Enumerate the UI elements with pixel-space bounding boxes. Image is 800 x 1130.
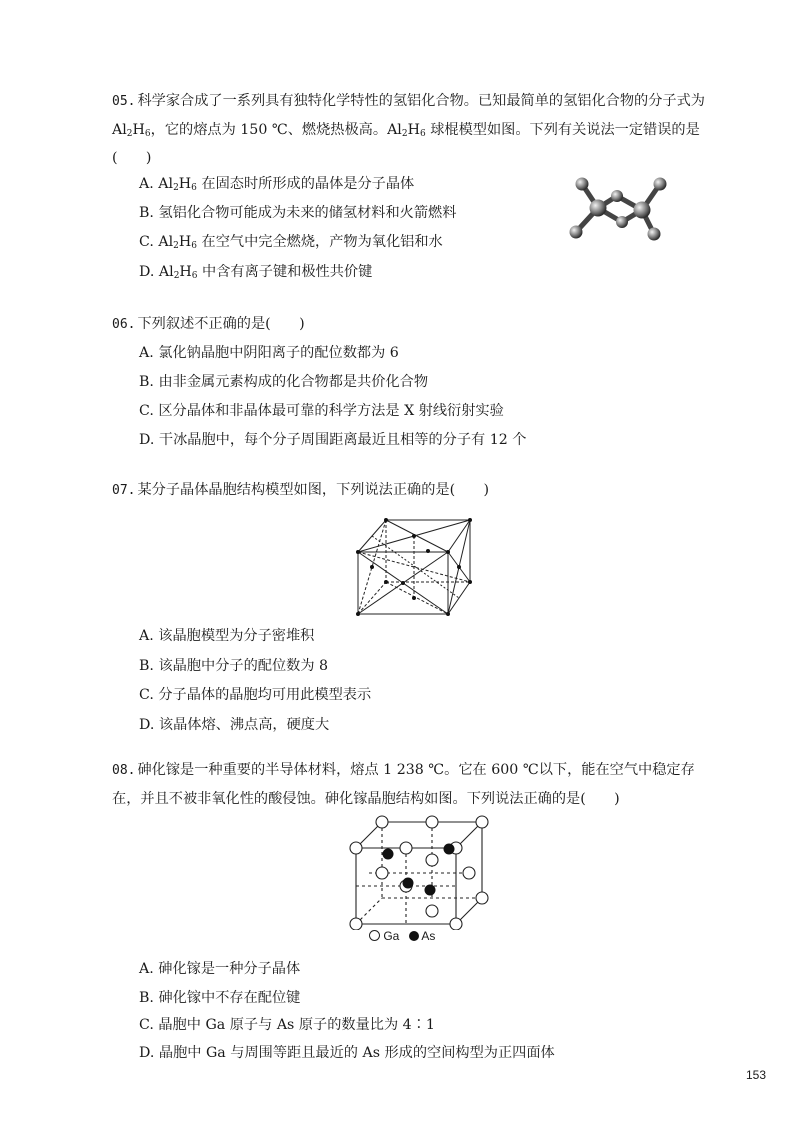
q08-number: 08. [112,763,136,778]
atoms [570,178,667,241]
q06-option-c: C. 区分晶体和非晶体最可靠的科学方法是 X 射线衍射实验 [139,403,504,419]
as-legend-icon [409,931,419,941]
q06-stem: 06. 下列叙述不正确的是( ) [112,316,305,332]
q05-stem: 05. 科学家合成了一系列具有独特化学特性的氢铝化合物。已知最简单的氢铝化合物的分子式为 $Al_2H_6$，它的熔点为 150 ℃、燃烧热极高。$Al_2H_6$ 球棍模型如图。下列有关说法一定错误的是( ) [112,93,705,166]
formula: $Al_2H_6$ [112,122,151,139]
q08-option-a: A. 砷化镓是一种分子晶体 [139,961,301,977]
q05-number: 05. [112,94,136,109]
q05-option-d: D. $Al_2H_6$ 中含有离子键和极性共价键 [139,264,373,281]
al2h6-ball-stick-model [562,170,682,250]
gaas-crystal-cell-diagram [346,814,490,930]
q08-stem: 08. 砷化镓是一种重要的半导体材料，熔点 1 238 ℃。它在 600 ℃以下，能在空气中稳定存在，并且不被非氧化性的酸侵蚀。砷化镓晶胞结构如图。下列说法正确的是( ) [112,762,695,807]
q07-option-c: C. 分子晶体的晶胞均可用此模型表示 [139,687,372,703]
q08-figure-legend: Ga As [369,929,435,943]
q05-option-c: C. $Al_2H_6$ 在空气中完全燃烧，产物为氧化铝和水 [139,234,443,251]
page-number: 153 [745,1068,766,1082]
q07-option-a: A. 该晶胞模型为分子密堆积 [139,628,315,644]
q06-option-b: B. 由非金属元素构成的化合物都是共价化合物 [139,374,429,390]
q06-option-a: A. 氯化钠晶胞中阴阳离子的配位数都为 6 [139,345,399,361]
q07-option-d: D. 该晶体熔、沸点高，硬度大 [139,717,330,733]
q08-option-b: B. 砷化镓中不存在配位键 [139,990,301,1006]
q06-option-d: D. 干冰晶胞中，每个分子周围距离最近且相等的分子有 12 个 [139,432,527,448]
q05-option-b: B. 氢铝化合物可能成为未来的储氢材料和火箭燃料 [139,205,457,221]
ga-legend-icon [369,930,380,941]
q08-option-d: D. 晶胞中 Ga 与周围等距且最近的 As 形成的空间构型为正四面体 [139,1045,555,1061]
q07-option-b: B. 该晶胞中分子的配位数为 8 [139,658,329,674]
as-atoms [383,844,455,896]
formula: $Al_2H_6$ [158,264,198,281]
q08-option-c: C. 晶胞中 Ga 原子与 As 原子的数量比为 4∶1 [139,1017,435,1033]
q05-option-a: A. $Al_2H_6$ 在固态时所形成的晶体是分子晶体 [139,176,415,193]
q07-number: 07. [112,483,136,498]
q06-number: 06. [112,317,136,332]
molecular-crystal-cell-diagram [348,508,478,620]
formula: $Al_2H_6$ [158,176,197,193]
formula: $Al_2H_6$ [158,234,198,251]
formula: $Al_2H_6$ [387,122,426,139]
q07-stem: 07. 某分子晶体晶胞结构模型如图，下列说法正确的是( ) [112,482,490,498]
